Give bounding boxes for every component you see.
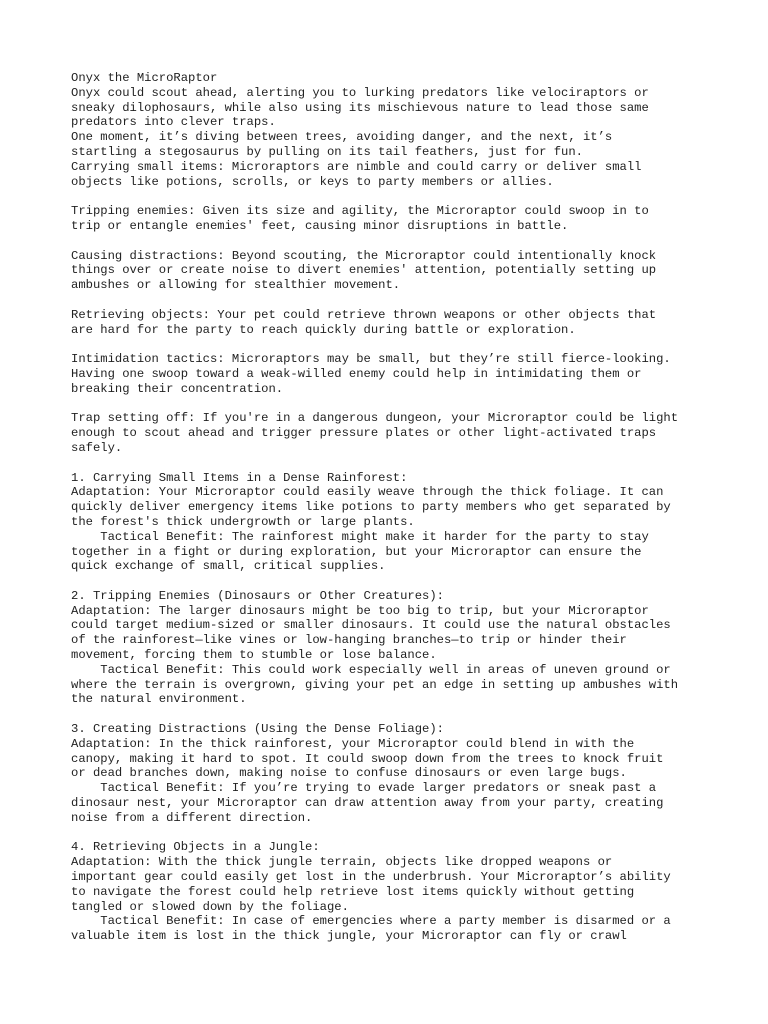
- text-line: canopy, making it hard to spot. It could swoop down from the trees to knock fruit: [71, 751, 664, 766]
- text-line: the natural environment.: [71, 692, 247, 707]
- text-line: the forest's thick undergrowth or large plants.: [71, 514, 415, 529]
- paragraph-gap: [71, 826, 731, 841]
- text-line: Intimidation tactics: Microraptors may be small, but they’re still fierce-looking.: [71, 352, 671, 367]
- text-line: 2. Tripping Enemies (Dinosaurs or Other Creatures):: [71, 588, 444, 603]
- paragraph: [71, 308, 731, 338]
- text-line: Retrieving objects: Your pet could retrieve thrown weapons or other objects that: [71, 307, 657, 322]
- paragraph: [71, 249, 731, 293]
- paragraph-gap: [71, 707, 731, 722]
- text-line: trip or entangle enemies' feet, causing minor disruptions in battle.: [71, 218, 569, 233]
- text-line: movement, forcing them to stumble or lose balance.: [71, 648, 437, 663]
- paragraph-gap: [71, 456, 731, 471]
- text-line: objects like potions, scrolls, or keys to party members or allies.: [71, 174, 554, 189]
- text-line: One moment, it’s diving between trees, avoiding danger, and the next, it’s: [71, 130, 613, 145]
- text-line: Having one swoop toward a weak-willed enemy could help in intimidating them or: [71, 366, 642, 381]
- text-line: important gear could easily get lost in the underbrush. Your Microraptor’s ability: [71, 870, 671, 885]
- text-line: safely.: [71, 440, 123, 455]
- text-line: to navigate the forest could help retrieve lost items quickly without getting: [71, 884, 635, 899]
- text-line: dinosaur nest, your Microraptor can draw attention away from your party, creating: [71, 796, 664, 811]
- text-line: things over or create noise to divert enemies' attention, potentially setting up: [71, 263, 657, 278]
- text-line: Adaptation: In the thick rainforest, your Microraptor could blend in with the: [71, 736, 635, 751]
- paragraph-gap: [71, 397, 731, 412]
- paragraph: [71, 471, 731, 575]
- text-line: quick exchange of small, critical supplies.: [71, 559, 386, 574]
- text-line: enough to scout ahead and trigger pressure plates or other light-activated traps: [71, 426, 657, 441]
- paragraph: [71, 204, 731, 234]
- paragraph-gap: [71, 234, 731, 249]
- text-line: 1. Carrying Small Items in a Dense Rainforest:: [71, 470, 408, 485]
- paragraph-gap: [71, 574, 731, 589]
- paragraph: [71, 411, 731, 455]
- text-line: Onyx could scout ahead, alerting you to lurking predators like velociraptors or: [71, 85, 649, 100]
- text-line: Tripping enemies: Given its size and agility, the Microraptor could swoop in to: [71, 204, 649, 219]
- text-line: Adaptation: Your Microraptor could easily weave through the thick foliage. It can: [71, 485, 664, 500]
- text-line: startling a stegosaurus by pulling on its tail feathers, just for fun.: [71, 144, 583, 159]
- text-line: of the rainforest—like vines or low-hanging branches—to trip or hinder their: [71, 633, 627, 648]
- text-line: predators into clever traps.: [71, 115, 276, 130]
- paragraph: [71, 722, 731, 826]
- text-line: Carrying small items: Microraptors are nimble and could carry or deliver small: [71, 159, 642, 174]
- text-line: are hard for the party to reach quickly during battle or exploration.: [71, 322, 576, 337]
- document-page: [71, 71, 731, 944]
- paragraph: [71, 352, 731, 396]
- paragraph-gap: [71, 293, 731, 308]
- paragraph: [71, 840, 731, 944]
- text-line: together in a fight or during exploration, but your Microraptor can ensure the: [71, 544, 642, 559]
- text-line: Adaptation: The larger dinosaurs might be too big to trip, but your Microraptor: [71, 603, 649, 618]
- text-line: Tactical Benefit: In case of emergencies where a party member is disarmed or a: [71, 914, 671, 929]
- text-line: quickly deliver emergency items like potions to party members who get separated by: [71, 500, 671, 515]
- text-line: sneaky dilophosaurs, while also using its mischievous nature to lead those same: [71, 100, 649, 115]
- text-line: Causing distractions: Beyond scouting, the Microraptor could intentionally knock: [71, 248, 657, 263]
- text-line: or dead branches down, making noise to confuse dinosaurs or even large bugs.: [71, 766, 627, 781]
- text-line: tangled or slowed down by the foliage.: [71, 899, 349, 914]
- text-line: 3. Creating Distractions (Using the Dense Foliage):: [71, 722, 444, 737]
- text-line: noise from a different direction.: [71, 810, 313, 825]
- text-line: valuable item is lost in the thick jungle, your Microraptor can fly or crawl: [71, 929, 627, 944]
- text-line: 4. Retrieving Objects in a Jungle:: [71, 840, 320, 855]
- text-line: Tactical Benefit: If you’re trying to evade larger predators or sneak past a: [71, 781, 657, 796]
- paragraph: [71, 589, 731, 707]
- paragraph: [71, 71, 731, 189]
- text-line: Adaptation: With the thick jungle terrain, objects like dropped weapons or: [71, 855, 613, 870]
- paragraph-gap: [71, 337, 731, 352]
- text-line: could target medium-sized or smaller dinosaurs. It could use the natural obstacles: [71, 618, 671, 633]
- text-line: ambushes or allowing for stealthier movement.: [71, 278, 401, 293]
- text-line: Tactical Benefit: This could work especially well in areas of uneven ground or: [71, 662, 671, 677]
- paragraph-gap: [71, 189, 731, 204]
- text-line: Tactical Benefit: The rainforest might make it harder for the party to stay: [71, 529, 649, 544]
- text-line: breaking their concentration.: [71, 381, 284, 396]
- text-line: where the terrain is overgrown, giving your pet an edge in setting up ambushes with: [71, 677, 679, 692]
- text-line: Onyx the MicroRaptor: [71, 71, 218, 85]
- text-line: Trap setting off: If you're in a dangerous dungeon, your Microraptor could be light: [71, 411, 679, 426]
